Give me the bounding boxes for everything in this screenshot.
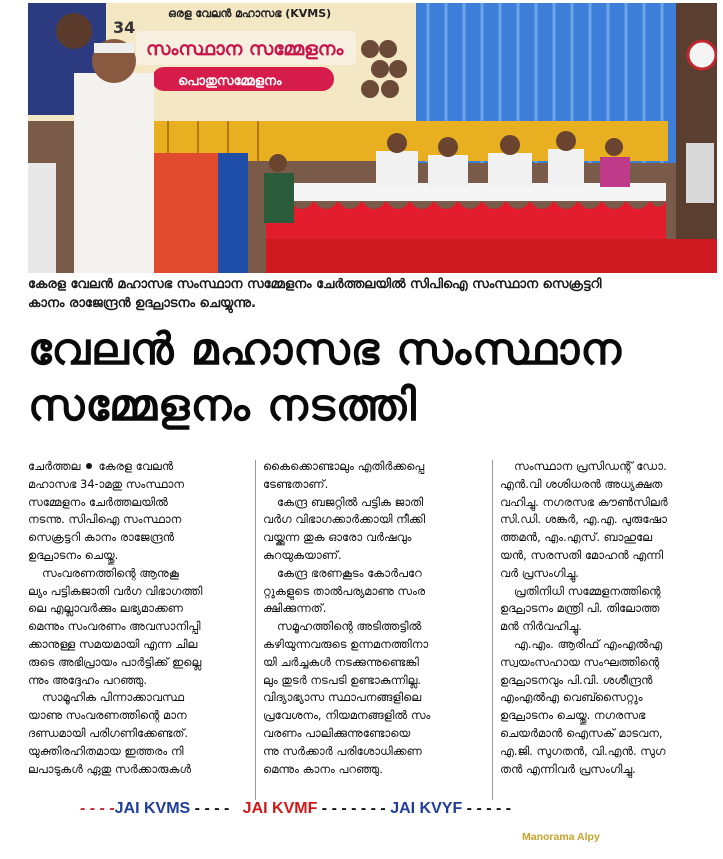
column-line: കേന്ദ്ര ഭരണകൂടം കോർപറേ: [277, 565, 422, 580]
slogan-kvms: JAI KVMS: [114, 800, 191, 817]
column-line: ക്കാനുള്ള സമയമായി എന്ന ചില: [28, 636, 198, 651]
column-line: യാണു സംവരണത്തിന്റെ മാന: [28, 708, 187, 723]
column-line: ചെയർമാൻ ഐസക് മാടവന,: [500, 725, 663, 740]
slogan-dashes: - - - -: [190, 800, 234, 817]
column-line: ലെ എല്ലാവർക്കും ലഭ്യമാക്കണ: [28, 601, 183, 616]
column-line: വിദ്യാഭ്യാസ സ്ഥാപനങ്ങളിലെ: [263, 690, 422, 705]
column-line: റ്റുകളുടെ താൽപര്യമാണു സംര: [263, 583, 426, 598]
column-line: ന്നു സർക്കാർ പരിശോധിക്കണ: [263, 743, 422, 758]
headline-line-2: സമ്മേളനം നടത്തി: [28, 380, 417, 431]
column-line: സംസ്ഥാന പ്രസിഡന്റ് ഡോ.: [514, 459, 667, 473]
column-line: തൻ എന്നിവർ പ്രസംഗിച്ചു.: [500, 761, 636, 776]
column-line: മെന്നും കാനം പറഞ്ഞു.: [263, 761, 383, 776]
dateline: ചേർത്തല: [28, 459, 81, 473]
event-photo: [28, 3, 717, 273]
banner-top-text: ഒരള വേലൻ മഹാസഭ (KVMS): [168, 7, 332, 20]
headline: [28, 322, 718, 434]
caption-line-2: കാനം രാജേന്ദ്രൻ ഉദ്ഘാടനം ചെയ്യുന്നു.: [28, 296, 256, 311]
column-line: മഹാസഭ 34-ാമതു സംസ്ഥാന: [28, 476, 185, 491]
article-column-3: [500, 458, 718, 778]
column-line: കൈക്കൊണ്ടാലും എതിർക്കപ്പെ: [263, 459, 425, 473]
slogan-kvmf: JAI KVMF: [242, 800, 318, 817]
column-line: പ്രവേശനം, നിയമനങ്ങളിൽ സം: [263, 708, 431, 723]
column-divider: [255, 460, 256, 800]
column-line: പ്രതിനിധി സമ്മേളനത്തിന്റെ: [514, 583, 661, 598]
column-line: ക്ഷിക്കുന്നത്.: [263, 601, 327, 616]
column-line: സമ്മേളനം ചേർത്തലയിൽ: [28, 494, 168, 509]
banner-number: 34: [113, 18, 136, 37]
column-line: മൻ നിർവഹിച്ചു.: [500, 619, 582, 634]
banner-main-text: സംസ്ഥാന സമ്മേളനം: [146, 38, 344, 60]
photo-caption: [28, 275, 718, 313]
column-line: ചേർത്തല കേരള വേലൻ: [28, 459, 174, 473]
column-line: എ.എം. ആരിഫ് എംഎൽഎ: [514, 636, 663, 651]
column-line: കുറയുകയാണ്.: [263, 547, 342, 562]
column-line: ഉദ്ഘാടനം ചെയ്തു.: [28, 547, 119, 562]
article-column-2: [263, 458, 485, 778]
slogan-dashes: - - - - -: [462, 800, 512, 817]
column-line: ഉദ്ഘാടനം മന്ത്രി പി. തിലോത്ത: [500, 601, 660, 616]
column-line: ന്നും അദ്ദേഹം പറഞ്ഞു.: [28, 672, 148, 687]
dateline-bullet-icon: [86, 463, 92, 469]
column-line: സാമൂഹിക പിന്നാക്കാവസ്ഥ: [42, 690, 185, 705]
column-line: സെക്രട്ടറി കാനം രാജേന്ദ്രൻ: [28, 530, 175, 545]
slogan-dashes: - - - - - - -: [317, 800, 391, 817]
column-line: ഉദ്ഘാടനവും പി.വി. ശശീന്ദ്രൻ: [500, 672, 653, 687]
column-line: യൻ, സരസതി മോഹൻ എന്നി: [500, 547, 664, 562]
column-line: ത്തമൻ, എം.എസ്. ബാഹുലേ: [500, 530, 653, 545]
column-line: സി.ഡി. ശങ്കർ, എ.എ. പുരുഷോ: [500, 512, 667, 527]
column-line: സ്വയംസഹായ സംഘത്തിന്റെ: [500, 654, 660, 669]
column-line: ദണ്ഡമായി പരിഗണിക്കേണ്ടത്.: [28, 725, 189, 740]
article-column-1: [28, 458, 246, 778]
column-line: കേന്ദ്ര ബജറ്റിൽ പട്ടിക ജാതി: [277, 494, 424, 509]
column-line: രുടെ അഭിപ്രായം പാർട്ടിക്ക് ഇല്ലെ: [28, 654, 202, 669]
slogan-kvyf: JAI KVYF: [390, 800, 463, 817]
column-line: എ.ജി. സുഗതൻ, വി.എൻ. സുഗ: [500, 743, 666, 758]
column-line: കഴിയുന്നവരുടെ ഉന്നമനത്തിനാ: [263, 636, 429, 651]
source-credit: Manorama Alpy: [522, 831, 600, 843]
column-line: മെന്നും സംവരണം അവസാനിപ്പി: [28, 619, 201, 634]
column-line: ലും തുടർ നടപടി ഉണ്ടാകുന്നില്ല.: [263, 672, 422, 687]
column-line: നടന്നു. സിപിഐ സംസ്ഥാന: [28, 512, 182, 527]
column-line: വഹിച്ചു. നഗരസഭ കൗൺസിലർ: [500, 494, 668, 509]
column-line: യി ചർച്ചകൾ നടക്കുന്നുണ്ടെങ്കി: [263, 654, 419, 669]
column-line: സമൂഹത്തിന്റെ അടിത്തട്ടിൽ: [277, 619, 422, 634]
column-line: വർഗ വിഭാഗക്കാർക്കായി നീക്കി: [263, 512, 426, 527]
footer-slogans: [80, 800, 511, 818]
column-divider: [492, 460, 493, 800]
column-line: എംഎൽഎ വെബ്സൈറ്റും: [500, 690, 643, 705]
column-line: സംവരണത്തിന്റെ ആനുകൂ: [42, 565, 179, 580]
caption-line-1: കേരള വേലൻ മഹാസഭ സംസ്ഥാന സമ്മേളനം ചേർത്തലയിൽ സിപിഐ സംസ്ഥാന സെക്രട്ടറി: [28, 277, 602, 292]
banner-sub-text: പൊതുസമ്മേളനം: [178, 74, 282, 89]
column-line: ടേണ്ടതാണ്.: [263, 476, 329, 491]
column-line: ലപാടുകൾ ഏതു സർക്കാരുകൾ: [28, 761, 191, 776]
column-line: വരണം പാലിക്കുന്നുണ്ടോയെ: [263, 725, 411, 740]
column-line: യുക്തിരഹിതമായ ഇത്തരം നി: [28, 743, 184, 758]
column-line: വർ പ്രസംഗിച്ചു.: [500, 565, 579, 580]
column-line: വയ്ക്കുന്ന തുക ഓരോ വർഷവും: [263, 530, 412, 545]
headline-line-1: വേലൻ മഹാസഭ സംസ്ഥാന: [28, 324, 623, 375]
column-line: ഉദ്ഘാടനം ചെയ്തു. നഗരസഭ: [500, 708, 646, 723]
column-line: എൻ.വി ശശിധരൻ അധ്യക്ഷത: [500, 476, 663, 491]
slogan-dashes: - - - -: [80, 800, 115, 817]
column-line: ല്യം പട്ടികജാതി വർഗ വിഭാഗത്തി: [28, 583, 203, 598]
